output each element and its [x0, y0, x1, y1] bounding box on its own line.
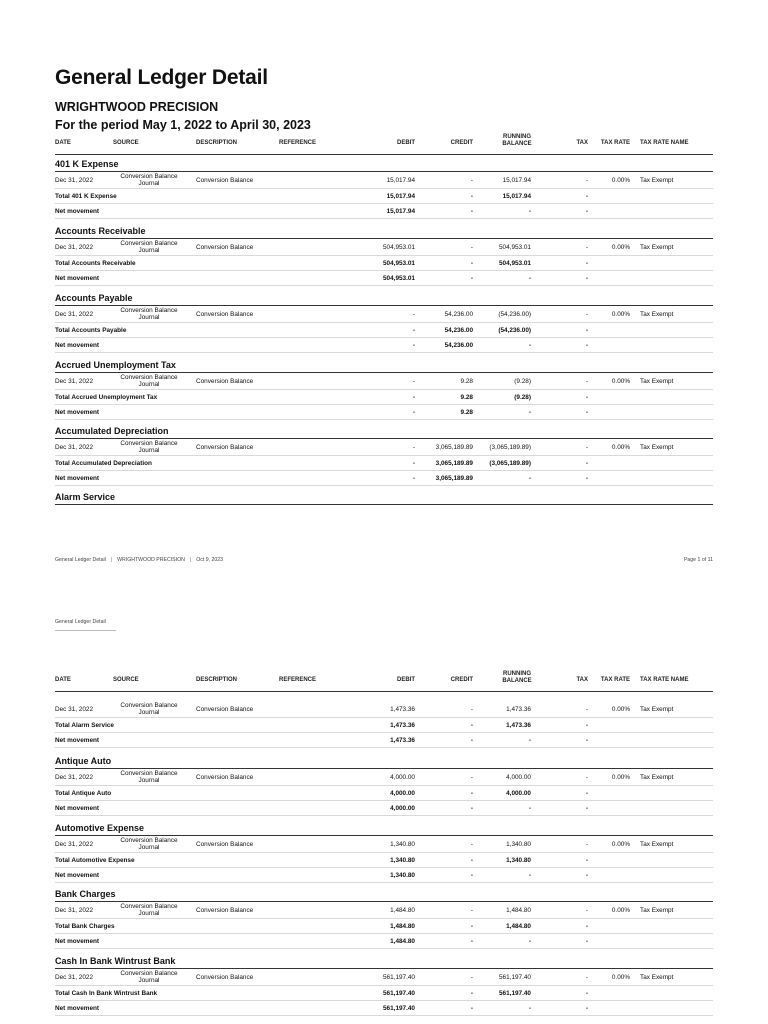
net-debit: -: [412, 474, 415, 482]
net-tax: -: [585, 736, 588, 744]
ledger-page-2: [0, 580, 768, 1024]
col-reference: REFERENCE: [279, 140, 317, 146]
col-description: DESCRIPTION: [196, 140, 238, 146]
total-debit: 561,197.40: [383, 989, 415, 997]
account-name: Accumulated Depreciation: [55, 424, 713, 439]
total-credit: -: [470, 922, 473, 930]
account-section: [55, 157, 713, 219]
net-movement-row: [55, 1001, 713, 1016]
net-movement-row: [55, 471, 713, 486]
account-total-row: [55, 718, 713, 733]
account-name: Cash In Bank Wintrust Bank: [55, 954, 713, 969]
account-total-row: [55, 390, 713, 405]
entry-running-balance: (3,065,189.89): [489, 443, 531, 451]
account-name: Accounts Payable: [55, 291, 713, 306]
ledger-entry-row: [55, 172, 713, 189]
total-label: Total Bank Charges: [55, 922, 115, 930]
net-debit: -: [412, 341, 415, 349]
ledger-entry-row: [55, 902, 713, 919]
net-label: Net movement: [55, 341, 100, 349]
entry-debit: 1,340.80: [390, 840, 415, 848]
col-credit: CREDIT: [450, 140, 473, 146]
entry-credit: -: [470, 840, 473, 848]
total-tax: -: [585, 326, 588, 334]
entry-credit: 3,065,189.89: [435, 443, 473, 451]
account-name: Automotive Expense: [55, 821, 713, 836]
net-label: Net movement: [55, 207, 100, 215]
ledger-entry-row: [55, 239, 713, 256]
entry-source: Conversion Balance Journal: [120, 239, 178, 254]
ledger-entry-row: [55, 306, 713, 323]
net-tax: -: [585, 341, 588, 349]
entry-date: Dec 31, 2022: [55, 310, 94, 318]
entry-source: Conversion Balance Journal: [120, 373, 178, 388]
entry-tax-rate: 0.00%: [611, 773, 630, 781]
net-debit: 15,017.94: [386, 207, 415, 215]
entry-date: Dec 31, 2022: [55, 705, 94, 713]
net-debit: -: [412, 408, 415, 416]
total-tax: -: [585, 721, 588, 729]
col-running-balance: RUNNING BALANCE: [502, 134, 532, 147]
entry-date: Dec 31, 2022: [55, 176, 94, 184]
total-label: Total Antique Auto: [55, 789, 112, 797]
entry-source: Conversion Balance Journal: [120, 836, 178, 851]
entry-source: Conversion Balance Journal: [120, 969, 178, 984]
entry-description: Conversion Balance: [196, 773, 254, 781]
total-label: Total Alarm Service: [55, 721, 114, 729]
entry-tax-rate-name: Tax Exempt: [640, 176, 674, 184]
account-total-row: [55, 456, 713, 471]
net-credit: -: [470, 1004, 473, 1012]
total-tax: -: [585, 989, 588, 997]
entry-tax-rate: 0.00%: [611, 243, 630, 251]
account-name: Antique Auto: [55, 754, 713, 769]
col-tax: TAX: [576, 677, 588, 683]
organization-name: WRIGHTWOOD PRECISION: [55, 100, 219, 114]
entry-tax-rate-name: Tax Exempt: [640, 377, 674, 385]
report-title: General Ledger Detail: [55, 66, 268, 89]
total-running-balance: 4,000.00: [506, 789, 531, 797]
net-debit: 1,484.80: [390, 937, 415, 945]
entry-date: Dec 31, 2022: [55, 443, 94, 451]
account-section-continued: [55, 701, 713, 748]
net-credit: -: [470, 804, 473, 812]
account-total-row: [55, 986, 713, 1001]
net-credit: -: [470, 937, 473, 945]
net-running-balance: -: [528, 274, 531, 282]
ledger-entry-row: [55, 969, 713, 986]
net-label: Net movement: [55, 871, 100, 879]
net-credit: 3,065,189.89: [435, 474, 473, 482]
entry-tax-rate: 0.00%: [611, 176, 630, 184]
entry-tax-rate: 0.00%: [611, 973, 630, 981]
col-credit: CREDIT: [450, 677, 473, 683]
total-label: Total Accounts Payable: [55, 326, 127, 334]
col-description: DESCRIPTION: [196, 677, 238, 683]
account-total-row: [55, 323, 713, 338]
net-label: Net movement: [55, 1004, 100, 1012]
col-source: SOURCE: [113, 677, 139, 683]
total-debit: 4,000.00: [390, 789, 415, 797]
entry-running-balance: 1,473.36: [506, 705, 531, 713]
account-section: [55, 358, 713, 420]
col-debit: DEBIT: [397, 140, 415, 146]
total-label: Total Cash In Bank Wintrust Bank: [55, 989, 158, 997]
net-running-balance: -: [528, 937, 531, 945]
net-movement-row: [55, 868, 713, 883]
total-tax: -: [585, 856, 588, 864]
entry-debit: 561,197.40: [383, 973, 415, 981]
net-label: Net movement: [55, 474, 100, 482]
net-running-balance: -: [528, 736, 531, 744]
account-name: 401 K Expense: [55, 157, 713, 172]
ledger-entry-row: [55, 836, 713, 853]
net-label: Net movement: [55, 736, 100, 744]
total-credit: -: [470, 192, 473, 200]
net-tax: -: [585, 474, 588, 482]
net-credit: 54,236.00: [444, 341, 473, 349]
entry-date: Dec 31, 2022: [55, 773, 94, 781]
entry-date: Dec 31, 2022: [55, 243, 94, 251]
total-credit: 9.28: [460, 393, 473, 401]
net-tax: -: [585, 804, 588, 812]
entry-source: Conversion Balance Journal: [120, 439, 178, 454]
col-tax-rate: TAX RATE: [600, 140, 630, 146]
entry-tax-rate: 0.00%: [611, 377, 630, 385]
account-section: [55, 424, 713, 486]
net-running-balance: -: [528, 474, 531, 482]
account-total-row: [55, 786, 713, 801]
account-total-row: [55, 189, 713, 204]
entry-source: Conversion Balance Journal: [120, 172, 178, 187]
entry-debit: -: [412, 377, 415, 385]
net-running-balance: -: [528, 871, 531, 879]
entry-debit: 1,473.36: [390, 705, 415, 713]
total-credit: -: [470, 259, 473, 267]
entry-description: Conversion Balance: [196, 310, 254, 318]
net-credit: 9.28: [460, 408, 473, 416]
account-section: [55, 754, 713, 816]
report-period: For the period May 1, 2022 to April 30, 2023: [55, 118, 311, 132]
net-movement-row: [55, 271, 713, 286]
col-debit: DEBIT: [397, 677, 415, 683]
account-name: Alarm Service: [55, 490, 713, 505]
entry-tax: -: [585, 840, 588, 848]
net-credit: -: [470, 736, 473, 744]
net-debit: 504,953.01: [383, 274, 415, 282]
total-credit: 54,236.00: [444, 326, 473, 334]
total-running-balance: (9.28): [514, 393, 531, 401]
entry-tax: -: [585, 243, 588, 251]
page-number: Page 1 of 11: [683, 557, 713, 563]
total-credit: -: [470, 989, 473, 997]
total-credit: -: [470, 856, 473, 864]
entry-debit: -: [412, 443, 415, 451]
entry-date: Dec 31, 2022: [55, 906, 94, 914]
entry-tax-rate-name: Tax Exempt: [640, 773, 674, 781]
total-running-balance: 1,473.36: [506, 721, 531, 729]
column-header-row: [55, 134, 713, 155]
entry-running-balance: 4,000.00: [506, 773, 531, 781]
footer-separator: |: [189, 557, 192, 563]
total-debit: 15,017.94: [386, 192, 415, 200]
entry-tax: -: [585, 377, 588, 385]
entry-source: Conversion Balance Journal: [120, 306, 178, 321]
entry-tax-rate-name: Tax Exempt: [640, 243, 674, 251]
net-movement-row: [55, 338, 713, 353]
net-credit: -: [470, 274, 473, 282]
entry-tax-rate: 0.00%: [611, 443, 630, 451]
total-tax: -: [585, 789, 588, 797]
net-debit: 561,197.40: [383, 1004, 415, 1012]
entry-tax: -: [585, 773, 588, 781]
entry-debit: -: [412, 310, 415, 318]
net-credit: -: [470, 871, 473, 879]
total-running-balance: 1,484.80: [506, 922, 531, 930]
account-section: [55, 291, 713, 353]
entry-credit: -: [470, 773, 473, 781]
net-label: Net movement: [55, 937, 100, 945]
total-running-balance: 561,197.40: [499, 989, 531, 997]
entry-debit: 4,000.00: [390, 773, 415, 781]
running-header: General Ledger Detail: [55, 619, 116, 631]
entry-running-balance: 15,017.94: [502, 176, 531, 184]
entry-credit: -: [470, 973, 473, 981]
entry-date: Dec 31, 2022: [55, 973, 94, 981]
entry-tax: -: [585, 176, 588, 184]
total-debit: -: [412, 393, 415, 401]
account-section: [55, 224, 713, 286]
col-tax-rate-name: TAX RATE NAME: [640, 677, 689, 683]
net-tax: -: [585, 408, 588, 416]
account-section: [55, 887, 713, 949]
account-section: [55, 954, 713, 1016]
account-name: Bank Charges: [55, 887, 713, 902]
net-label: Net movement: [55, 408, 100, 416]
account-name: Accounts Receivable: [55, 224, 713, 239]
ledger-entry-row: [55, 373, 713, 390]
net-movement-row: [55, 405, 713, 420]
account-section: [55, 821, 713, 883]
entry-tax-rate-name: Tax Exempt: [640, 705, 674, 713]
total-tax: -: [585, 259, 588, 267]
entry-debit: 1,484.80: [390, 906, 415, 914]
col-reference: REFERENCE: [279, 677, 317, 683]
entry-date: Dec 31, 2022: [55, 377, 94, 385]
net-tax: -: [585, 871, 588, 879]
net-tax: -: [585, 274, 588, 282]
account-total-row: [55, 853, 713, 868]
entry-credit: -: [470, 176, 473, 184]
entry-tax-rate-name: Tax Exempt: [640, 906, 674, 914]
total-running-balance: 1,340.80: [506, 856, 531, 864]
entry-credit: 54,236.00: [444, 310, 473, 318]
ledger-entry-row: [55, 769, 713, 786]
net-debit: 1,340.80: [390, 871, 415, 879]
net-running-balance: -: [528, 804, 531, 812]
total-running-balance: (54,236.00): [498, 326, 531, 334]
net-movement-row: [55, 204, 713, 219]
total-tax: -: [585, 459, 588, 467]
entry-credit: -: [470, 906, 473, 914]
entry-credit: -: [470, 243, 473, 251]
account-name: Accrued Unemployment Tax: [55, 358, 713, 373]
entry-description: Conversion Balance: [196, 377, 254, 385]
entry-tax-rate-name: Tax Exempt: [640, 840, 674, 848]
total-label: Total Accrued Unemployment Tax: [55, 393, 158, 401]
ledger-entry-row: [55, 701, 713, 718]
total-debit: 1,473.36: [390, 721, 415, 729]
net-movement-row: [55, 733, 713, 748]
net-tax: -: [585, 1004, 588, 1012]
net-running-balance: -: [528, 341, 531, 349]
entry-tax-rate: 0.00%: [611, 705, 630, 713]
entry-tax-rate: 0.00%: [611, 840, 630, 848]
total-debit: -: [412, 326, 415, 334]
footer-separator: |: [110, 557, 113, 563]
entry-description: Conversion Balance: [196, 973, 254, 981]
entry-tax-rate-name: Tax Exempt: [640, 973, 674, 981]
account-section: [55, 490, 713, 505]
total-debit: 504,953.01: [383, 259, 415, 267]
net-label: Net movement: [55, 804, 100, 812]
entry-date: Dec 31, 2022: [55, 840, 94, 848]
total-running-balance: (3,065,189.89): [489, 459, 531, 467]
total-debit: -: [412, 459, 415, 467]
total-label: Total Accumulated Depreciation: [55, 459, 152, 467]
total-debit: 1,484.80: [390, 922, 415, 930]
page-footer: [55, 557, 713, 563]
footer-organization: WRIGHTWOOD PRECISION: [117, 557, 185, 563]
entry-source: Conversion Balance Journal: [120, 902, 178, 917]
total-tax: -: [585, 192, 588, 200]
entry-running-balance: (9.28): [514, 377, 531, 385]
col-tax: TAX: [576, 140, 588, 146]
net-debit: 4,000.00: [390, 804, 415, 812]
col-source: SOURCE: [113, 140, 139, 146]
entry-source: Conversion Balance Journal: [120, 701, 178, 716]
net-movement-row: [55, 801, 713, 816]
total-credit: -: [470, 721, 473, 729]
entry-tax: -: [585, 705, 588, 713]
net-debit: 1,473.36: [390, 736, 415, 744]
entry-description: Conversion Balance: [196, 906, 254, 914]
net-tax: -: [585, 937, 588, 945]
entry-running-balance: 561,197.40: [499, 973, 531, 981]
entry-description: Conversion Balance: [196, 443, 254, 451]
total-running-balance: 15,017.94: [502, 192, 531, 200]
column-header-row: [55, 671, 713, 692]
col-tax-rate-name: TAX RATE NAME: [640, 140, 689, 146]
footer-report-name: General Ledger Detail: [55, 557, 106, 563]
total-credit: -: [470, 789, 473, 797]
col-tax-rate: TAX RATE: [600, 677, 630, 683]
entry-running-balance: (54,236.00): [498, 310, 531, 318]
entry-tax-rate: 0.00%: [611, 906, 630, 914]
total-tax: -: [585, 393, 588, 401]
entry-debit: 504,953.01: [383, 243, 415, 251]
entry-running-balance: 504,953.01: [499, 243, 531, 251]
total-debit: 1,340.80: [390, 856, 415, 864]
account-total-row: [55, 919, 713, 934]
entry-tax-rate-name: Tax Exempt: [640, 443, 674, 451]
account-total-row: [55, 256, 713, 271]
entry-tax-rate-name: Tax Exempt: [640, 310, 674, 318]
col-running-balance: RUNNING BALANCE: [502, 671, 532, 684]
entry-debit: 15,017.94: [386, 176, 415, 184]
col-date: DATE: [55, 677, 71, 683]
entry-running-balance: 1,484.80: [506, 906, 531, 914]
entry-tax: -: [585, 906, 588, 914]
net-running-balance: -: [528, 207, 531, 215]
entry-tax: -: [585, 443, 588, 451]
total-label: Total Accounts Receivable: [55, 259, 136, 267]
total-running-balance: 504,953.01: [499, 259, 531, 267]
total-credit: 3,065,189.89: [435, 459, 473, 467]
entry-credit: 9.28: [460, 377, 473, 385]
entry-tax: -: [585, 973, 588, 981]
net-movement-row: [55, 934, 713, 949]
net-running-balance: -: [528, 1004, 531, 1012]
entry-source: Conversion Balance Journal: [120, 769, 178, 784]
net-tax: -: [585, 207, 588, 215]
entry-tax-rate: 0.00%: [611, 310, 630, 318]
entry-description: Conversion Balance: [196, 243, 254, 251]
entry-running-balance: 1,340.80: [506, 840, 531, 848]
entry-credit: -: [470, 705, 473, 713]
total-label: Total 401 K Expense: [55, 192, 117, 200]
entry-description: Conversion Balance: [196, 840, 254, 848]
entry-description: Conversion Balance: [196, 176, 254, 184]
total-label: Total Automotive Expense: [55, 856, 135, 864]
total-tax: -: [585, 922, 588, 930]
net-credit: -: [470, 207, 473, 215]
footer-date: Oct 9, 2023: [196, 557, 224, 563]
net-running-balance: -: [528, 408, 531, 416]
net-label: Net movement: [55, 274, 100, 282]
entry-description: Conversion Balance: [196, 705, 254, 713]
ledger-entry-row: [55, 439, 713, 456]
col-date: DATE: [55, 140, 71, 146]
entry-tax: -: [585, 310, 588, 318]
